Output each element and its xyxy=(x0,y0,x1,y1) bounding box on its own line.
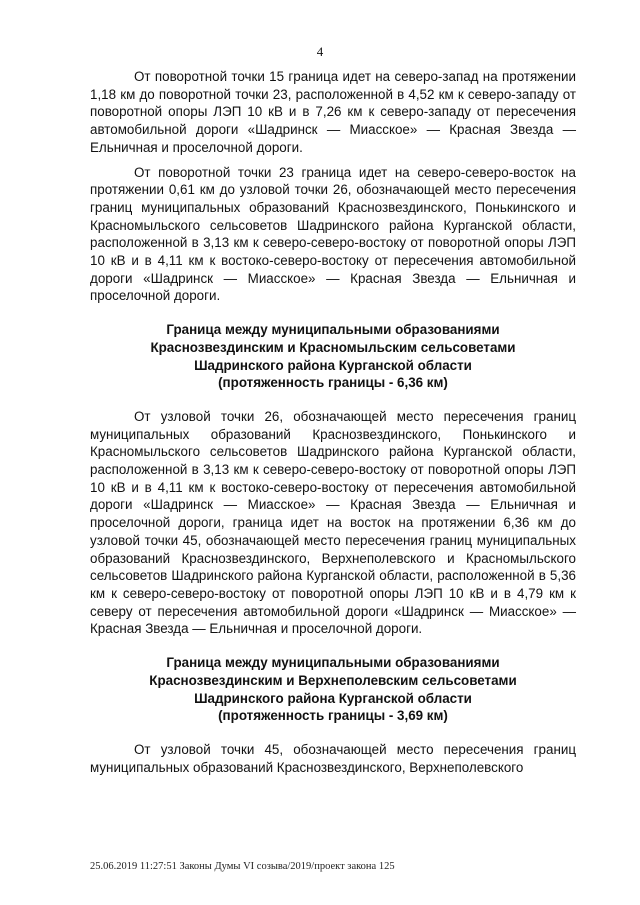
section-heading xyxy=(90,654,576,725)
heading-line: Граница между муниципальными образованиями xyxy=(166,322,500,338)
heading-line: Шадринского района Курганской области xyxy=(194,357,472,373)
page-number: 4 xyxy=(316,44,324,59)
heading-line: Краснозвездинским и Красномыльским сельсоветами xyxy=(150,339,516,355)
document-body xyxy=(90,68,576,783)
heading-line: Краснозвездинским и Верхнеполевским сельсоветами xyxy=(149,672,517,688)
heading-length-line: (протяженность границы - 6,36 км) xyxy=(218,375,448,391)
heading-line: Граница между муниципальными образованиями xyxy=(166,655,500,671)
section-heading xyxy=(90,321,576,392)
paragraph: От поворотной точки 23 граница идет на северо-северо-восток на протяжении 0,61 км до узловой точки 26, обозначающей место пересечения границ муниципальных образований Краснозвездинского, Понькинского и Красномыльского сельсоветов Шадринского района Курганской области, расположенной в 3,13 км к северо-северо-востоку от поворотной опоры ЛЭП 10 кВ и в 4,11 км к востоко-северо-востоку от пересечения автомобильной дороги «Шадринск — Миасское» — Красная Звезда — Ельничная и проселочной дороги. xyxy=(90,164,576,304)
paragraph: От поворотной точки 15 граница идет на северо-запад на протяжении 1,18 км до поворотной точки 23, расположенной в 4,52 км к северо-западу от поворотной опоры ЛЭП 10 кВ и в 7,26 км к северо-западу от пересечения автомобильной дороги «Шадринск — Миасское» — Красная Звезда — Ельничная и проселочной дороги. xyxy=(90,69,576,155)
heading-line: Шадринского района Курганской области xyxy=(194,690,472,706)
paragraph: От узловой точки 26, обозначающей место пересечения границ муниципальных образований Краснозвездинского, Понькинского и Красномыльского сельсоветов Шадринского района Курганской области, расположенной в 3,13 км к северо-северо-востоку от поворотной опоры ЛЭП 10 кВ и в 4,11 км к востоко-северо-востоку от пересечения автомобильной дороги «Шадринск — Миасское» — Красная Звезда — Ельничная и проселочной дороги, граница идет на восток на протяжении 6,36 км до узловой точки 45, обозначающей место пересечения границ муниципальных образований Краснозвездинского, Верхнеполевского и Красномыльского сельсоветов Шадринского района Курганской области, расположенной в 5,36 км к северо-северо-востоку от поворотной опоры ЛЭП 10 кВ и в 4,79 км к северу от пересечения автомобильной дороги «Шадринск — Миасское» — Красная Звезда — Ельничная и проселочной дороги. xyxy=(90,408,576,637)
heading-length-line: (протяженность границы - 3,69 км) xyxy=(218,708,448,724)
paragraph: От узловой точки 45, обозначающей место пересечения границ муниципальных образований Краснозвездинского, Верхнеполевского xyxy=(90,741,576,775)
footer-file-stamp: 25.06.2019 11:27:51 Законы Думы VI созыва/2019/проект закона 125 xyxy=(90,861,395,872)
